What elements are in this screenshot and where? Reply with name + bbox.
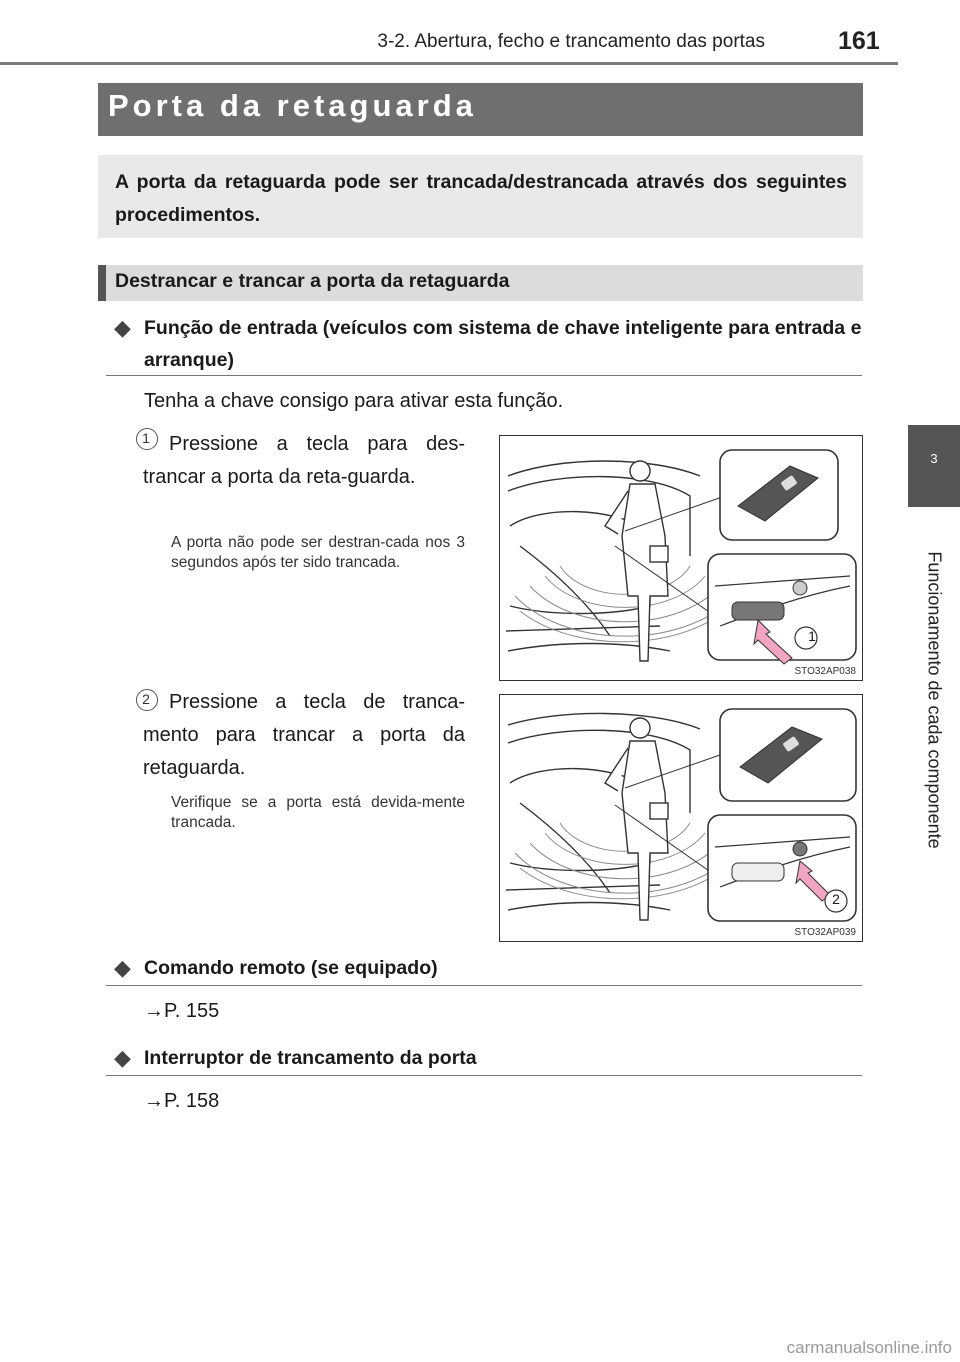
- step-1-text: [143, 428, 465, 494]
- figure-2-callout: 2: [832, 891, 840, 907]
- section-heading-entry-function: Função de entrada (veículos com sistema de chave inteligente para entrada e arranque): [144, 317, 862, 371]
- section-heading-lock-switch: Interruptor de trancamento da porta: [144, 1047, 477, 1069]
- diamond-bullet-icon: ◆: [114, 1045, 131, 1070]
- step-2-instruction: Pressione a tecla de tranca-mento para trancar a porta da retaguarda.: [143, 691, 465, 779]
- diamond-bullet-icon: ◆: [114, 955, 131, 980]
- running-header-section: 3-2. Abertura, fecho e trancamento das portas: [377, 31, 765, 52]
- figure-lock-back-door: [499, 694, 863, 942]
- subheading: Destrancar e trancar a porta da retaguarda: [115, 270, 510, 292]
- intro-text: A porta da retaguarda pode ser trancada/destrancada através dos seguintes procedimentos.: [115, 171, 847, 226]
- page-title: Porta da retaguarda: [108, 88, 477, 123]
- figure-2-code: STO32AP039: [794, 927, 856, 938]
- figure-1-callout: 1: [808, 628, 816, 644]
- remote-page-ref[interactable]: →P. 155: [144, 1000, 220, 1022]
- section-rule: [106, 1075, 862, 1076]
- step-2-text: [143, 686, 465, 785]
- section-rule: [106, 375, 862, 376]
- header-rule: [0, 62, 898, 65]
- car-rear-illustration-1: [500, 436, 863, 681]
- section-rule: [106, 985, 862, 986]
- step-number-1: 1: [135, 427, 157, 449]
- section-heading-remote: Comando remoto (se equipado): [144, 957, 438, 979]
- lock-switch-page-ref[interactable]: →P. 158: [144, 1090, 220, 1112]
- step-2-note: Verifique se a porta está devida-mente trancada.: [171, 794, 465, 831]
- step-1-instruction: Pressione a tecla para des-trancar a porta da reta-guarda.: [143, 433, 465, 488]
- watermark: carmanualsonline.info: [786, 1338, 952, 1357]
- step-number-2: 2: [135, 688, 157, 710]
- entry-function-body: Tenha a chave consigo para ativar esta função.: [144, 390, 564, 412]
- chapter-tab-label: Funcionamento de cada componente: [924, 551, 945, 849]
- chapter-tab: 3: [908, 425, 960, 507]
- car-rear-illustration-2: [500, 695, 863, 942]
- page-number: 161: [838, 27, 880, 55]
- diamond-bullet-icon: ◆: [114, 315, 131, 340]
- figure-1-code: STO32AP038: [794, 666, 856, 677]
- figure-unlock-back-door: [499, 435, 863, 681]
- step-1-note: A porta não pode ser destran-cada nos 3 segundos após ter sido trancada.: [171, 534, 465, 571]
